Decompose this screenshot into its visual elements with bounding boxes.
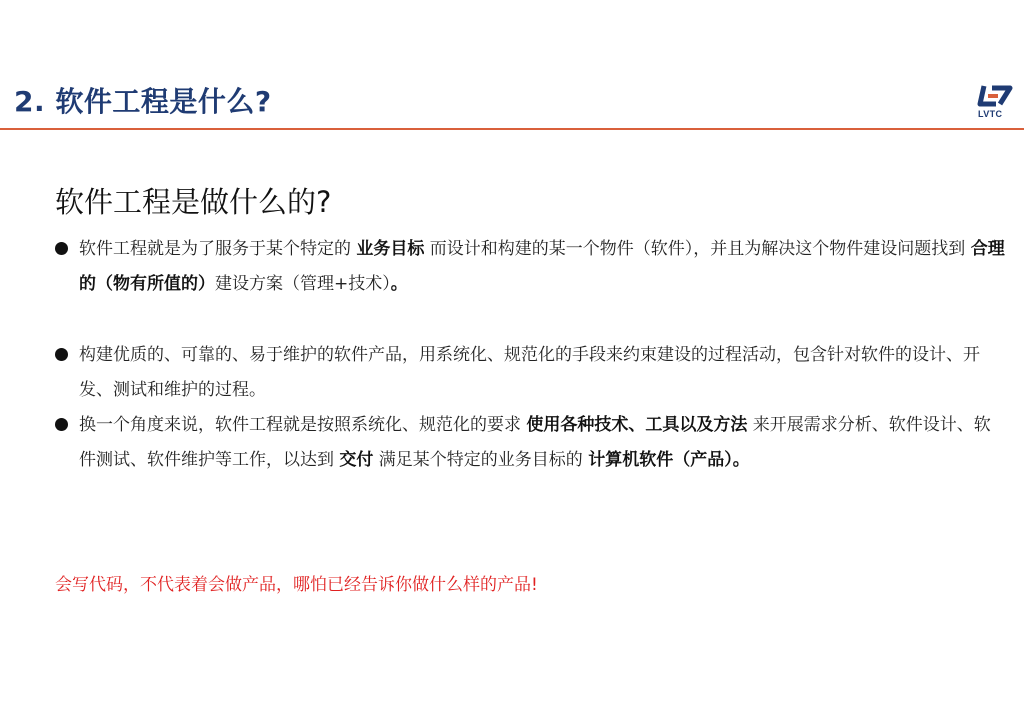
bullet-dot-icon [55,348,68,361]
logo-text: LVTC [978,109,1003,119]
slide-title: 2. 软件工程是什么? [14,85,272,118]
bullet-text: 而设计和构建的某一个物件（软件），并且为解决这个物件建设问题找到 [424,239,971,259]
bullet-emphasis: 计算机软件（产品）。 [588,450,750,470]
bullet-emphasis: 使用各种技术、工具以及方法 [526,415,748,435]
bullet-item [55,232,1005,302]
bullet-item [55,408,1005,478]
bullet-text: 软件工程就是为了服务于某个特定的 [79,239,357,259]
bullet-item [55,338,1005,408]
bullet-text: 构建优质的、可靠的、易于维护的软件产品，用系统化、规范化的手段来约束建设的过程活动，包含针对软件的设计、开发、测试和维护的过程。 [79,345,980,400]
bullet-emphasis: 业务目标 [356,239,425,259]
warning-note: 会写代码，不代表着会做产品，哪怕已经告诉你做什么样的产品! [55,575,538,595]
bullet-emphasis: 合理的（物有所值的） [79,239,1005,294]
bullet-list [55,232,1005,478]
title-divider [0,128,1024,130]
bullet-emphasis: 。 [390,274,408,294]
bullet-text: 来开展需求分析、软件设计、软件测试、软件维护等工作，以达到 [79,415,991,470]
bullet-emphasis: 交付 [339,450,374,470]
section-subtitle: 软件工程是做什么的? [55,185,332,219]
bullet-text: 建设方案（管理+技术） [215,274,391,294]
bullet-text: 换一个角度来说，软件工程就是按照系统化、规范化的要求 [79,415,527,435]
bullet-text: 满足某个特定的业务目标的 [373,450,589,470]
bullet-dot-icon [55,242,68,255]
bullet-dot-icon [55,418,68,431]
